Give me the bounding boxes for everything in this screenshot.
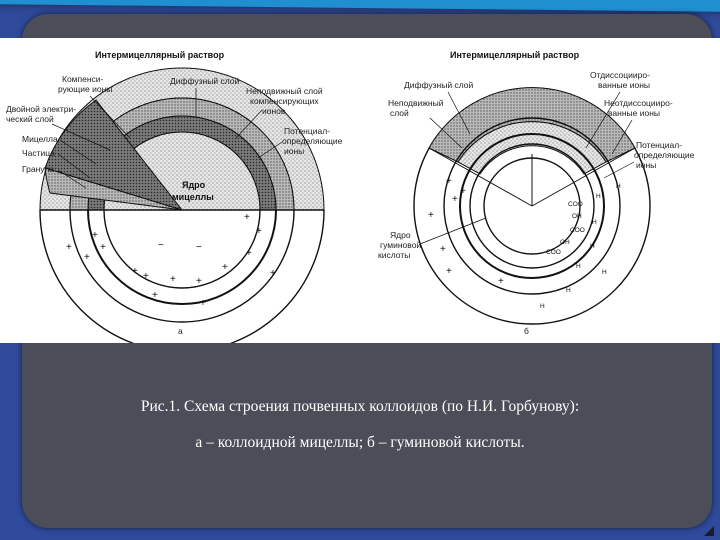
label-particle: Частица	[22, 148, 55, 158]
plus-sign: +	[170, 274, 176, 285]
plus-sign: +	[270, 268, 276, 279]
plus-sign: +	[152, 290, 158, 301]
panel-a	[6, 50, 343, 343]
panel-a-letter: а	[178, 326, 183, 336]
label-micelle: Мицелла	[22, 134, 58, 144]
minus-sign: −	[196, 242, 202, 253]
plus-sign: +	[446, 266, 452, 277]
label-fixed-3: ионов	[262, 106, 286, 116]
label-b-dissociated: Отдиссоцииро-	[590, 70, 650, 80]
label-diffuse: Диффузный слой	[170, 76, 240, 86]
label-b-fixed-2: слой	[390, 108, 409, 118]
h-ion: H	[540, 303, 545, 310]
label-core: Ядро	[182, 180, 206, 190]
h-ion: H	[602, 269, 607, 276]
label-core-2: мицеллы	[172, 192, 214, 202]
label-b-dissociated-2: ванные ионы	[598, 80, 651, 90]
plus-sign: +	[256, 226, 262, 237]
panel-b	[378, 50, 695, 336]
label-b-potential: Потенциал-	[636, 140, 683, 150]
label-fixed-2: компенсирующих	[250, 96, 319, 106]
h-ion: H	[596, 193, 601, 200]
plus-sign: +	[92, 230, 98, 241]
panel-b-title: Интермицеллярный раствор	[450, 50, 580, 60]
h-ion: H	[590, 243, 595, 250]
plus-sign: +	[100, 242, 106, 253]
label-b-potential-3: ионы	[636, 160, 657, 170]
h-ion: H	[616, 183, 621, 190]
label-double-layer-2: ческий слой	[6, 114, 54, 124]
label-b-diffuse: Диффузный слой	[404, 80, 474, 90]
colloid-diagram	[0, 38, 720, 343]
label-compensating: Компенси-	[62, 74, 104, 84]
plus-sign: +	[66, 242, 72, 253]
figure-panel	[0, 38, 720, 343]
label-b-undissociated: Неотдиссоцииро-	[604, 98, 673, 108]
label-b-core-3: кислоты	[378, 250, 411, 260]
label-b-core: Ядро	[390, 230, 411, 240]
h-ion: H	[566, 287, 571, 294]
label-compensating-2: рующие ионы	[58, 84, 113, 94]
coo-group: COO	[568, 201, 583, 208]
label-potential-3: ионы	[284, 146, 305, 156]
label-b-fixed: Неподвижный	[388, 98, 444, 108]
label-b-potential-2: определяющие	[634, 150, 695, 160]
plus-sign: +	[143, 271, 149, 282]
h-ion: H	[576, 263, 581, 270]
plus-sign: +	[84, 252, 90, 263]
plus-sign: +	[452, 194, 458, 205]
label-potential-2: определяющие	[282, 136, 343, 146]
label-fixed: Неподвижный слой	[246, 86, 323, 96]
plus-sign: +	[200, 298, 206, 309]
label-b-core-2: гуминовой	[380, 240, 422, 250]
plus-sign: +	[460, 186, 466, 197]
minus-sign: −	[158, 240, 164, 251]
panel-a-title: Интермицеллярный раствор	[95, 50, 225, 60]
plus-sign: +	[196, 276, 202, 287]
plus-sign: +	[440, 244, 446, 255]
label-b-undissociated-2: ванные ионы	[608, 108, 661, 118]
panel-b-letter: б	[524, 326, 529, 336]
plus-sign: +	[498, 276, 504, 287]
caption-line-2: а – коллоидной мицеллы; б – гуминовой кислоты.	[195, 434, 525, 451]
oh-group: OH	[560, 239, 570, 246]
corner-triangle-icon	[704, 526, 714, 536]
label-granule: Гранула	[22, 164, 55, 174]
label-potential: Потенциал-	[284, 126, 331, 136]
top-accent-bar	[0, 0, 720, 12]
plus-sign: +	[446, 176, 452, 187]
plus-sign: +	[428, 210, 434, 221]
plus-sign: +	[132, 266, 138, 277]
a-outer-ring-bottom	[40, 210, 324, 343]
caption-line-1: Рис.1. Схема строения почвенных коллоидов (по Н.И. Горбунову):	[140, 398, 580, 415]
plus-sign: +	[222, 262, 228, 273]
plus-sign: +	[246, 248, 252, 259]
plus-sign: +	[244, 212, 250, 223]
h-ion: H	[592, 219, 597, 226]
oh-group: OH	[572, 213, 582, 220]
label-double-layer: Двойной электри-	[6, 104, 77, 114]
coo-group: COO	[570, 227, 585, 234]
coo-group: COO	[546, 249, 561, 256]
